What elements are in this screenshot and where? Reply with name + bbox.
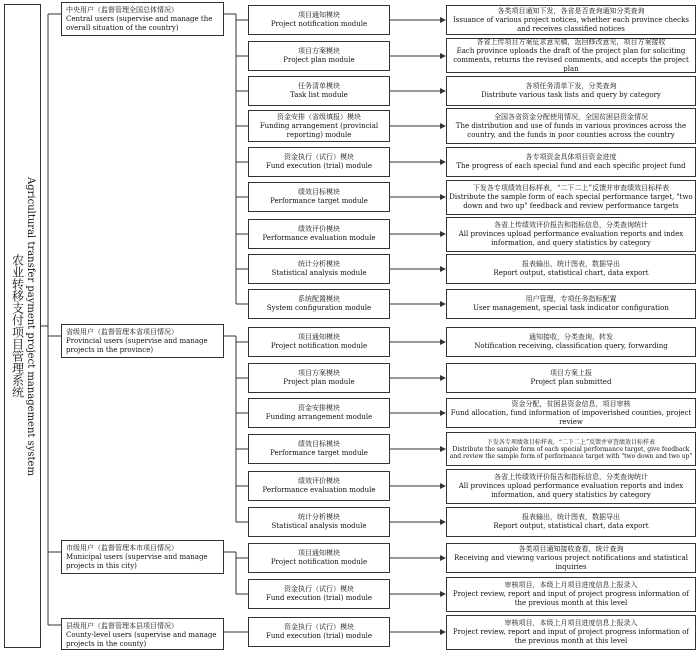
module-box [248, 471, 390, 501]
module-label-en: Statistical analysis module [271, 522, 367, 530]
system-title-zh: 农业转移支付项目管理系统 [10, 254, 25, 398]
user-label-zh: 县级用户（监督管理本县项目情况） [66, 622, 178, 630]
module-label-en: Performance evaluation module [262, 234, 376, 242]
description-en: Distribute the sample form of each special performance target, give feedback and review the sample form of performance target with "two down and two up" [449, 445, 693, 460]
module-box [248, 363, 390, 393]
description-en: Project plan submitted [530, 378, 612, 386]
description-en: Report output, statistical chart, data export [493, 522, 649, 530]
module-box [248, 147, 390, 177]
description-zh: 全国各省资金分配使用情况，全国贫困县资金情况 [494, 112, 648, 121]
module-label-en: Fund execution (trial) module [266, 632, 372, 640]
system-root-box [4, 4, 41, 648]
user-label-en: Provincial users (supervise and manage projects in the province) [66, 337, 208, 354]
description-zh: 各省上传项目方案征求意见稿，返回修改意见，项目方案接收 [476, 37, 666, 46]
description-en: The distribution and use of funds in various provinces across the country, and the funds in poor counties across the country [455, 121, 687, 139]
module-box [248, 434, 390, 464]
module-description [446, 363, 696, 393]
module-box [248, 110, 390, 142]
module-description [446, 5, 696, 35]
description-zh: 审核项目，本级上月项目进度信息上报录入 [504, 581, 638, 589]
user-label-zh: 市级用户（监督管理本市项目情况） [66, 544, 178, 552]
module-description [446, 469, 696, 504]
user-label-en: Central users (supervise and manage the overall situation of the country) [66, 15, 213, 32]
module-box [248, 617, 390, 647]
module-label-zh: 资金安排模块 [298, 404, 340, 412]
module-label-en: Performance target module [270, 449, 368, 457]
module-box [248, 579, 390, 609]
description-zh: 各项任务清单下发，分类查询 [525, 82, 617, 90]
module-label-en: Task list module [290, 91, 348, 99]
description-en: Each province uploads the draft of the project plan for soliciting comments, returns the revised comments, and accepts the project plan [453, 46, 689, 73]
module-label-en: Performance target module [270, 197, 368, 205]
description-en: Distribute the sample form of each special performance target, "two down and two up" feedback and review performance targets [449, 193, 693, 210]
module-description [446, 180, 696, 215]
description-zh: 通知接收，分类查询，转发 [529, 333, 613, 341]
module-description [446, 38, 696, 73]
module-label-zh: 资金执行（试行）模块 [284, 153, 354, 161]
module-description [446, 432, 696, 466]
description-zh: 各类项目通知接收查看，统计查询 [518, 544, 624, 553]
module-description [446, 327, 696, 357]
user-label-en: County-level users (supervise and manage projects in the county) [66, 631, 217, 648]
module-label-en: Project notification module [270, 558, 368, 566]
module-box [248, 41, 390, 71]
module-label-zh: 绩效评价模块 [298, 225, 340, 233]
module-label-en: Project plan module [283, 378, 355, 386]
description-en: Distribute various task lists and query by category [481, 91, 661, 99]
user-provincial [61, 324, 224, 358]
module-box [248, 5, 390, 35]
module-description [446, 254, 696, 284]
module-description [446, 543, 696, 573]
module-label-en: Performance evaluation module [262, 486, 376, 494]
module-box [248, 76, 390, 106]
description-en: User management, special task indicator configuration [473, 304, 669, 312]
module-description [446, 289, 696, 319]
module-box [248, 327, 390, 357]
module-box [248, 507, 390, 537]
description-en: Project review, report and input of project progress information of the previous month at this level [453, 590, 689, 607]
user-label-zh: 中央用户（监督管理全国总体情况） [66, 6, 178, 14]
module-box [248, 398, 390, 428]
description-en: Report output, statistical chart, data export [493, 269, 649, 277]
description-zh: 用户管理，专项任务指标配置 [525, 295, 617, 303]
description-en: All provinces upload performance evaluation reports and index information, and query statistics by category [458, 230, 684, 247]
module-box [248, 182, 390, 212]
module-label-en: Project plan module [283, 56, 355, 64]
module-label-zh: 项目通知模块 [298, 549, 340, 557]
description-en: Issuance of various project notices, whether each province checks and receives classified notices [453, 15, 689, 33]
description-zh: 报表输出，统计图表，数据导出 [522, 260, 620, 268]
module-label-zh: 绩效目标模块 [298, 440, 340, 448]
module-description [446, 217, 696, 252]
description-zh: 下发各专项绩效目标样表，“二下二上”反馈并审查绩效目标样表 [486, 438, 656, 446]
module-description [446, 507, 696, 537]
module-label-zh: 资金执行（试行）模块 [284, 585, 354, 593]
module-label-zh: 项目通知模块 [298, 11, 340, 19]
user-label-zh: 省级用户（监督管理本省项目情况） [66, 328, 178, 336]
module-box [248, 289, 390, 319]
module-label-zh: 绩效评价模块 [298, 477, 340, 485]
module-box [248, 219, 390, 249]
description-zh: 项目方案上报 [550, 369, 592, 377]
user-label-en: Municipal users (supervise and manage projects in this city) [66, 553, 208, 570]
module-label-zh: 资金安排（省级填报）模块 [277, 112, 361, 121]
module-description [446, 398, 696, 428]
system-title-en: Agricultural transfer payment project management system [25, 176, 36, 476]
description-zh: 资金分配，贫困县资金信息，项目审核 [511, 399, 631, 408]
description-en: Fund allocation, fund information of impoverished counties, project review [450, 408, 692, 426]
description-zh: 报表输出，统计图表，数据导出 [522, 513, 620, 521]
user-county [61, 618, 224, 650]
module-description [446, 615, 696, 650]
module-label-zh: 系统配置模块 [298, 295, 340, 303]
module-label-zh: 资金执行（试行）模块 [284, 623, 354, 631]
module-label-zh: 任务清单模块 [298, 82, 340, 90]
module-description [446, 108, 696, 144]
module-label-en: Project notification module [270, 20, 368, 28]
module-label-en: Funding arrangement module [265, 413, 373, 421]
module-label-zh: 项目方案模块 [298, 369, 340, 377]
description-en: The progress of each special fund and each specific project fund [456, 162, 686, 170]
module-description [446, 76, 696, 106]
user-central [61, 2, 224, 36]
module-label-en: Funding arrangement (provincial reporting) module [259, 121, 379, 139]
module-description [446, 147, 696, 177]
description-zh: 审核项目，本级上月项目进度信息上报录入 [504, 619, 638, 627]
module-label-en: System configuration module [266, 304, 372, 312]
module-label-en: Fund execution (trial) module [266, 162, 372, 170]
module-label-zh: 统计分析模块 [298, 513, 340, 521]
module-label-en: Fund execution (trial) module [266, 594, 372, 602]
description-en: Notification receiving, classification query, forwarding [474, 342, 668, 350]
description-en: Receiving and viewing various project notifications and statistical inquiries [454, 553, 688, 571]
module-label-zh: 绩效目标模块 [298, 188, 340, 196]
description-zh: 下发各专项绩效目标样表，“二下二上”反馈并审查绩效目标样表 [472, 184, 670, 192]
description-en: Project review, report and input of project progress information of the previous month at this level [453, 628, 689, 645]
user-municipal [61, 540, 224, 574]
description-zh: 各省上传绩效评价报告和指标信息，分类查询统计 [494, 473, 648, 481]
description-zh: 各类项目通知下发，各省是否查询通知分类查询 [497, 6, 645, 15]
module-label-zh: 项目通知模块 [298, 333, 340, 341]
module-box [248, 543, 390, 573]
module-description [446, 577, 696, 612]
module-label-en: Statistical analysis module [271, 269, 367, 277]
module-label-zh: 统计分析模块 [298, 260, 340, 268]
module-label-zh: 项目方案模块 [298, 47, 340, 55]
module-box [248, 254, 390, 284]
description-en: All provinces upload performance evaluation reports and index information, and query statistics by category [458, 482, 684, 499]
description-zh: 各省上传绩效评价报告和指标信息，分类查询统计 [494, 221, 648, 229]
description-zh: 各专项资金具体项目资金进度 [525, 153, 617, 161]
module-label-en: Project notification module [270, 342, 368, 350]
